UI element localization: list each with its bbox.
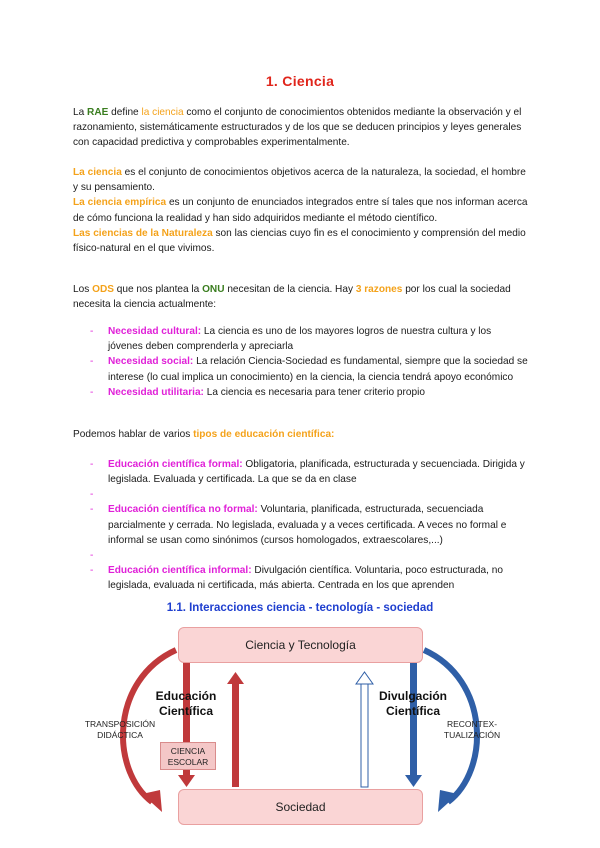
intro-text: define bbox=[108, 107, 142, 118]
hollow-up-arrow-shaft bbox=[361, 684, 368, 787]
educacion-cientifica-label bbox=[142, 689, 230, 719]
definition-text: son las ciencias cuyo fin es el conocimiento y comprensión del medio físico-natural en el que vivimos. bbox=[73, 227, 526, 255]
list-text: La ciencia es uno de los mayores logros de nuestra cultura y los jóvenes deben comprenderla y apreciarla bbox=[108, 326, 492, 353]
divulgacion-label-line1: Divulgación bbox=[378, 689, 447, 703]
recontextualizacion-line1: RECONTEX- bbox=[446, 719, 498, 729]
divulgacion-cientifica-label bbox=[368, 689, 458, 719]
ods-highlight: ODS bbox=[92, 284, 114, 295]
list-bullet: - bbox=[90, 550, 94, 562]
ciencia-highlight: la ciencia bbox=[141, 107, 184, 118]
list-bullet: - bbox=[90, 565, 94, 577]
rae-highlight: RAE bbox=[87, 107, 109, 118]
transposicion-line1: TRANSPOSICIÓN bbox=[84, 719, 156, 729]
definition-text: es un conjunto de enunciados integrados entre sí tales que nos informan acerca de cómo funciona la realidad y han sido adquiridos mediante el método científico. bbox=[73, 197, 528, 224]
list-term: Educación científica formal: bbox=[108, 459, 243, 470]
educacion-label-line2: Científica bbox=[158, 704, 213, 718]
list-bullet: - bbox=[90, 459, 94, 470]
definition-term: Las ciencias de la Naturaleza bbox=[73, 227, 213, 239]
list-term: Necesidad cultural: bbox=[108, 326, 202, 337]
list-bullet: - bbox=[90, 326, 94, 337]
hollow-up-arrow-head bbox=[356, 672, 373, 684]
list-term: Necesidad utilitaria: bbox=[108, 386, 204, 398]
definition-term: La ciencia empírica bbox=[73, 197, 167, 209]
list-bullet: - bbox=[90, 504, 94, 516]
ciencia-escolar-box bbox=[160, 742, 216, 770]
list-text: Divulgación científica. Voluntaria, poco estructurada, no legislada, evaluada ni certificada, más abierta. Centrada en los que aprenden bbox=[108, 565, 503, 592]
definition-text: es el conjunto de conocimientos objetivos acerca de la naturaleza, la sociedad, el hombre y su pensamiento. bbox=[73, 167, 526, 194]
list-bullet: - bbox=[90, 356, 94, 368]
list-bullet: - bbox=[90, 386, 94, 398]
tipos-highlight: tipos de educación científica: bbox=[193, 429, 335, 440]
ods-text: que nos plantea la bbox=[113, 284, 203, 295]
red-down-arrow-head bbox=[178, 775, 195, 787]
recontextualizacion-label bbox=[430, 719, 514, 741]
list-text: La relación Ciencia-Sociedad es fundamental, siempre que la sociedad se interese (lo cual implica un conocimiento) en la ciencia, la ciencia tendrá apoyo económico bbox=[108, 356, 528, 383]
transposicion-line2: DIDÁCTICA bbox=[97, 730, 143, 740]
list-bullet: - bbox=[90, 489, 94, 501]
red-up-arrow-shaft bbox=[232, 684, 239, 787]
intro-text: La bbox=[73, 107, 88, 118]
ciencia-escolar-line1: CIENCIA bbox=[170, 746, 206, 756]
list-text: La ciencia es necesaria para tener criterio propio bbox=[203, 386, 425, 398]
ods-text: necesitan de la ciencia. Hay bbox=[224, 284, 356, 295]
list-text: Voluntaria, planificada, estructurada, secuenciada parcialmente y cerrada. No legislada, evaluada y a veces certificada. A veces no formal e informal se usan como sinónimos (cursos homologados, extraescolares,...) bbox=[108, 504, 507, 546]
ciencia-escolar-line2: ESCOLAR bbox=[167, 757, 209, 767]
list-term: Necesidad social: bbox=[108, 356, 194, 368]
recontextualizacion-line2: TUALIZACIÓN bbox=[443, 730, 501, 740]
divulgacion-label-line2: Científica bbox=[385, 704, 440, 718]
section-title: 1. Ciencia bbox=[265, 73, 335, 89]
transposicion-label bbox=[80, 719, 160, 741]
subsection-title: 1.1. Interacciones ciencia - tecnología - sociedad bbox=[166, 602, 434, 614]
onu-highlight: ONU bbox=[202, 284, 225, 295]
blue-down-arrow-head bbox=[405, 775, 422, 787]
types-intro-text: Podemos hablar de varios bbox=[73, 429, 194, 440]
list-term: Educación científica no formal: bbox=[108, 504, 258, 516]
razones-highlight: 3 razones bbox=[355, 284, 403, 295]
sociedad-label: Sociedad bbox=[275, 800, 326, 814]
red-up-arrow-head bbox=[227, 672, 244, 684]
ods-text: por los cual la sociedad necesita la ciencia actualmente: bbox=[73, 284, 511, 311]
list-term: Educación científica informal: bbox=[108, 565, 252, 577]
ciencia-tecnologia-box bbox=[178, 627, 423, 663]
ciencia-tecnologia-label: Ciencia y Tecnología bbox=[245, 638, 356, 652]
ods-text: Los bbox=[73, 284, 93, 295]
definition-term: La ciencia bbox=[73, 167, 122, 178]
sociedad-box bbox=[178, 789, 423, 825]
list-text: Obligatoria, planificada, estructurada y secuenciada. Dirigida y legislada. Evaluada y certificada. La que se da en clase bbox=[108, 459, 525, 486]
educacion-label-line1: Educación bbox=[155, 689, 217, 703]
intro-text: como el conjunto de conocimientos obtenidos mediante la observación y el razonamiento, sistemáticamente estructurados y de los que se deducen principios y leyes generales con capacidad predictiva y comprobables experimentalmente. bbox=[73, 107, 522, 149]
